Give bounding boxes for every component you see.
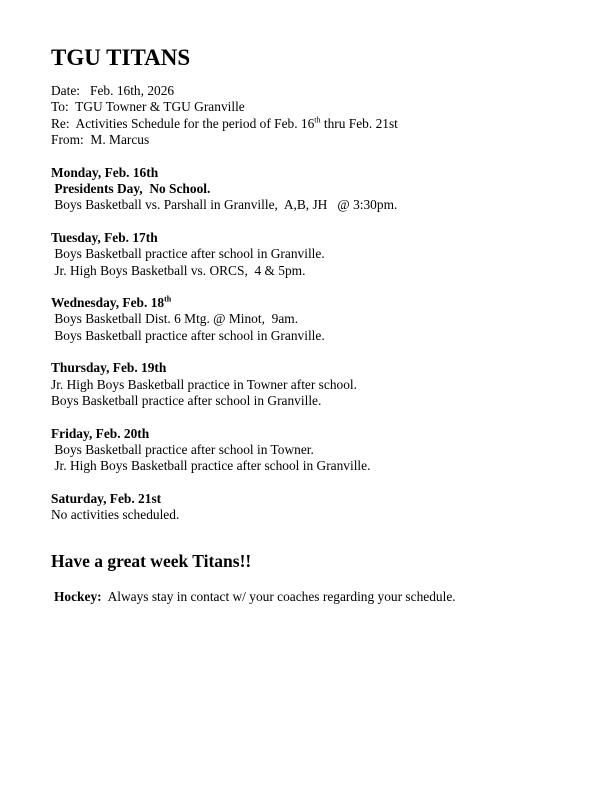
hockey-note — [51, 589, 591, 605]
section-gap — [51, 475, 591, 491]
document-title: TGU TITANS — [51, 45, 191, 70]
day-heading-text: Tuesday, Feb. 17th — [51, 229, 158, 245]
schedule-item: Jr. High Boys Basketball practice in Towner after school. — [51, 376, 357, 392]
day-section — [51, 295, 591, 344]
from-line: From: M. Marcus — [51, 132, 150, 148]
schedule — [51, 149, 591, 524]
day-heading — [51, 230, 591, 246]
day-heading-text: Thursday, Feb. 19th — [51, 360, 167, 376]
schedule-item: Boys Basketball Dist. 6 Mtg. @ Minot, 9am. — [51, 311, 299, 327]
re-line-end: thru Feb. 21st — [320, 115, 398, 131]
section-gap — [51, 149, 591, 165]
closing-message: Have a great week Titans!! — [51, 550, 252, 571]
day-section — [51, 230, 591, 279]
section-gap — [51, 410, 591, 426]
day-heading — [51, 360, 591, 376]
schedule-item: Boys Basketball practice after school in Granville. — [51, 393, 322, 409]
day-heading-text: Monday, Feb. 16th — [51, 164, 159, 180]
day-heading — [51, 165, 591, 181]
day-section — [51, 491, 591, 524]
day-heading — [51, 426, 591, 442]
hockey-label: Hockey: — [54, 588, 102, 604]
re-line — [51, 116, 591, 132]
re-line-start: Re: Activities Schedule for the period of Feb. 16 — [51, 115, 315, 131]
schedule-item: No activities scheduled. — [51, 507, 180, 523]
day-section — [51, 165, 591, 214]
day-section — [51, 426, 591, 475]
day-section — [51, 360, 591, 409]
day-heading-superscript: th — [164, 294, 172, 304]
day-heading-text: Saturday, Feb. 21st — [51, 490, 162, 506]
to-line: To: TGU Towner & TGU Granville — [51, 99, 245, 115]
day-heading-text: Wednesday, Feb. 18 — [51, 295, 165, 311]
section-gap — [51, 344, 591, 360]
day-heading-text: Friday, Feb. 20th — [51, 425, 150, 441]
schedule-item: Jr. High Boys Basketball practice after school in Granville. — [51, 458, 371, 474]
schedule-item: Boys Basketball practice after school in Granville. — [51, 327, 325, 343]
hockey-text: Always stay in contact w/ your coaches regarding your schedule. — [101, 588, 456, 604]
section-gap — [51, 214, 591, 230]
schedule-item: Jr. High Boys Basketball vs. ORCS, 4 & 5pm. — [51, 262, 306, 278]
schedule-item: Boys Basketball practice after school in Granville. — [51, 246, 325, 262]
date-line: Date: Feb. 16th, 2026 — [51, 83, 175, 98]
day-heading — [51, 491, 591, 507]
re-line-superscript: th — [314, 115, 321, 125]
day-heading — [51, 295, 591, 311]
schedule-item: Presidents Day, No School. — [51, 181, 211, 197]
schedule-item: Boys Basketball vs. Parshall in Granville, A,B, JH @ 3:30pm. — [51, 197, 398, 213]
document-page — [51, 44, 591, 605]
section-gap — [51, 279, 591, 295]
memo-header — [51, 83, 591, 149]
schedule-item: Boys Basketball practice after school in Towner. — [51, 441, 314, 457]
